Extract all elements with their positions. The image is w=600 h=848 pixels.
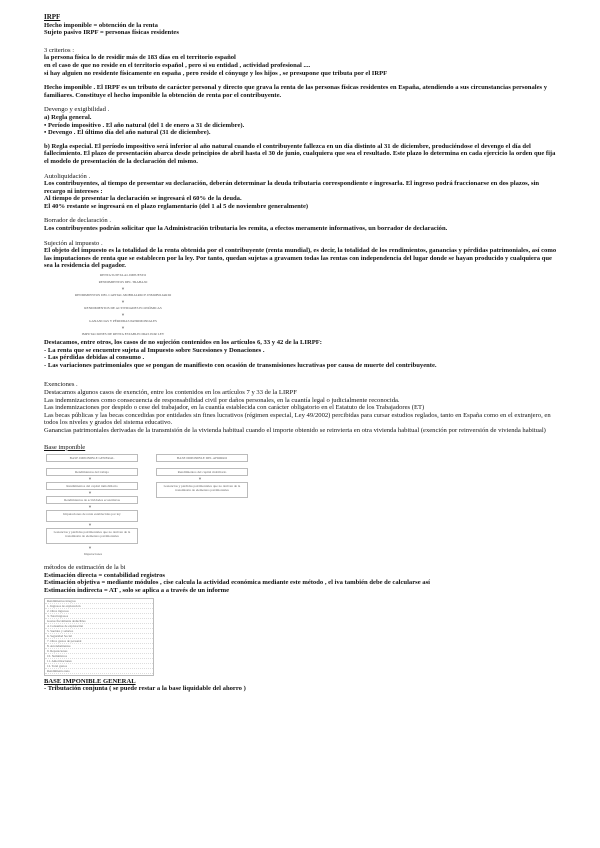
autoliquidacion-heading: Autoliquidación . [44, 172, 91, 180]
table-row: 11. Amortizaciones [45, 659, 153, 664]
intro-line: Hecho imponible = obtención de la renta [44, 21, 158, 29]
table-row: 2. Otros ingresos [45, 609, 153, 614]
table-row: 10. Suministros [45, 654, 153, 659]
sujecion-heading: Sujeción al impuesto . [44, 239, 103, 247]
table-row: 3. Total ingresos [45, 614, 153, 619]
devengo-heading: Devengo y exigibilidad . [44, 106, 110, 114]
criterio-item: en el caso de que no reside en el territorio español , pero si su entidad , actividad profesional .... [44, 61, 311, 69]
rendimiento-table [44, 598, 154, 676]
regla-especial-paragraph: b) Regla especial. El período impositivo será inferior al año natural cuando el contribuyente fallezca en un día distinto al 31 de diciembre, produciéndose el devengo el día del fallecimiento. El plazo de presentación abarca desde principios de abril hasta el 30 de junio, cualquiera que sea el resultado. Este plazo lo determina en cada ejercicio la orden que fija el modelo de presentación de la declaración del mismo. [44, 142, 556, 165]
exenciones-intro: Destacamos algunos casos de exención, entre los contenidos en los artículos 7 y 33 de la LIRPF [44, 389, 297, 396]
table-row: 8. Arrendamientos [45, 644, 153, 649]
table-row: 4. Consumos de explotación [45, 624, 153, 629]
borrador-text: Los contribuyentes podrán solicitar que la Administración tributaria les remita, a efectos meramente informativos, un borrador de declaración. [44, 225, 448, 233]
metodos-line: Estimación objetiva = mediante módulos , cise calcula la actividad económica mediante este método , el iva también debe de calcularse así [44, 579, 430, 587]
diagram-box: RENDIMIENTOS DEL TRABAJO [53, 279, 193, 285]
diagram-box: RENTA SUJETA AL IMPUESTO [53, 272, 193, 278]
arrow-down-icon: ▼ [88, 545, 92, 551]
diagram-box: Rendimientos de actividades económicas [46, 496, 138, 504]
arrow-down-icon: ▼ [121, 325, 125, 331]
renta-sujeta-diagram [48, 272, 198, 337]
diagram-box: Rendimientos del trabajo [46, 468, 138, 476]
criterios-heading: 3 criterios : [44, 46, 75, 54]
devengo-item: • Período impositivo . El año natural (del 1 de enero a 31 de diciembre). [44, 121, 245, 129]
diagram-box: Ganancias y pérdidas patrimoniales que no deriven de la transmisión de elementos patrimoniales [46, 528, 138, 544]
autoliquidacion-item: El 40% restante se ingresará en el plazo reglamentario (del 1 al 5 de noviembre generalmente) [44, 202, 309, 210]
table-row: 9. Reparaciones [45, 649, 153, 654]
no-sujecion-item: - Las pérdidas debidas al consumo . [44, 354, 145, 362]
table-row: 6. Seguridad Social [45, 634, 153, 639]
diagram-box: Rendimientos del capital mobiliario [156, 468, 248, 476]
exencion-item: Las indemnizaciones por despido o cese del trabajador, en la cuantía establecida con carácter obligatorio en el Estatuto de los Trabajadores (ET) [44, 404, 425, 412]
table-row: Gastos fiscalmente deducibles [45, 619, 153, 624]
diagram-box: BASE IMPONIBLE GENERAL [46, 454, 138, 462]
arrow-down-icon: ▼ [88, 476, 92, 482]
no-sujecion-heading: Destacamos, entre otros, los casos de no sujeción contenidos en los artículos 6, 33 y 42 de la LIRPF: [44, 339, 322, 347]
diagram-box: GANANCIAS Y PÉRDIDAS PATRIMONIALES [53, 318, 193, 324]
table-row: Rendimientos íntegros [45, 599, 153, 604]
sujecion-text: El objeto del impuesto es la totalidad de la renta obtenida por el contribuyente (renta mundial), es decir, la totalidad de los rendimientos, ganancias y pérdidas patrimoniales, así como las imputaciones de renta que se establecen por la ley. Por tanto, quedan sujetas a gravamen todas las rentas con independencia del lugar donde se hayan producido y cualquiera que sea la residencia del pagador. [44, 247, 557, 270]
autoliquidacion-text: Los contribuyentes, al tiempo de presentar su declaración, deberán determinar la deuda tributaria correspondiente e ingresarla. El ingreso podrá fraccionarse en dos plazos, sin recargo ni intereses : [44, 180, 540, 195]
no-sujecion-item: - La renta que se encuentre sujeta al Impuesto sobre Sucesiones y Donaciones . [44, 346, 265, 354]
footer-line: - Tributación conjunta ( se puede restar a la base liquidable del ahorro ) [44, 685, 246, 693]
table-row: Rendimiento neto [45, 669, 153, 674]
exencion-item: Las indemnizaciones como consecuencia de responsabilidad civil por daños personales, en la cuantía legal o judicialmente reconocida. [44, 396, 400, 404]
intro-line: Sujeto pasivo IRPF = personas físicas residentes [44, 29, 179, 37]
arrow-down-icon: ▼ [198, 476, 202, 482]
devengo-item: • Devengo . El último día del año natural (31 de diciembre). [44, 129, 211, 137]
diagram-box: IMPUTACIONES DE RENTA ESTABLECIDAS POR LEY [53, 331, 193, 337]
metodos-line: Estimación directa = contabilidad registros [44, 571, 165, 579]
arrow-down-icon: ▼ [88, 504, 92, 510]
diagram-box: RENDIMIENTOS DE ACTIVIDADES ECONÓMICAS [53, 305, 193, 311]
exencion-item: Ganancias patrimoniales derivadas de la transmisión de la vivienda habitual cuando el importe obtenido se reinvierta en otra vivienda habitual (exención por reinversión de vivienda habitual) [44, 426, 546, 434]
metodos-line: métodos de estimación de la bi [44, 564, 126, 572]
regla-general: a) Regla general. [44, 113, 92, 121]
exencion-item: Las becas públicas y las becas concedidas por entidades sin fines lucrativos (régimen especial, Ley 49/2002) percibidas para cursar estudios reglados, tanto en España como en el extranjero, en todos los niveles y grados del sistema educativo. [44, 411, 551, 427]
document-body [44, 14, 559, 693]
arrow-down-icon: ▼ [121, 299, 125, 305]
base-imponible-heading: Base imponible [44, 443, 86, 451]
borrador-heading: Borrador de declaración . [44, 217, 112, 225]
diagram-box: Imputaciones [68, 551, 118, 557]
footer-heading: BASE IMPONIBLE GENERAL [44, 677, 136, 685]
table-row: 5. Sueldos y salarios [45, 629, 153, 634]
table-row: Rendimiento neto reducido [45, 674, 153, 676]
diagram-box: Rendimientos del capital inmobiliario [46, 482, 138, 490]
diagram-box: RENDIMIENTOS DEL CAPITAL MOBILIARIO E INMOBILIARIO [53, 292, 193, 298]
table-row: 1. Ingresos de explotación [45, 604, 153, 609]
table-row: 7. Otros gastos de personal [45, 639, 153, 644]
base-imponible-diagram [44, 454, 254, 562]
no-sujecion-item: - Las variaciones patrimoniales que se pongan de manifiesto con ocasión de transmisiones lucrativas por causa de muerte del contribuyente. [44, 361, 437, 369]
metodos-line: Estimación indirecta = AT , solo se aplica a a través de un informe [44, 586, 230, 594]
hecho-imponible-paragraph: Hecho imponible . El IRPF es un tributo de carácter personal y directo que grava la renta de las personas físicas residentes en España, atendiendo a sus circunstancias personales y familiares. Constituye el hecho imponible la obtención de renta por el contribuyente. [44, 84, 548, 99]
diagram-box: Imputaciones de renta establecidas por ley [46, 510, 138, 522]
arrow-down-icon: ▼ [88, 490, 92, 496]
arrow-down-icon: ▼ [121, 286, 125, 292]
diagram-box: BASE IMPONIBLE DEL AHORRO [156, 454, 248, 462]
exenciones-heading: Exenciones . [44, 381, 78, 389]
table-row: 12. Total gastos [45, 664, 153, 669]
criterio-item: si hay alguien no residente físicamente en españa , pero reside el cónyuge y los hijos , se presupone que tributa por el IRPF [44, 69, 388, 77]
autoliquidacion-item: Al tiempo de presentar la declaración se ingresará el 60% de la deuda. [44, 195, 242, 203]
diagram-box: Ganancias y pérdidas patrimoniales que no deriven de la transmisión de elementos patrimoniales [156, 482, 248, 498]
arrow-down-icon: ▼ [121, 312, 125, 318]
document-title: IRPF [44, 14, 61, 21]
arrow-down-icon: ▼ [88, 522, 92, 528]
criterio-item: la persona física lo de residir más de 183 días en el territorio español [44, 54, 236, 62]
